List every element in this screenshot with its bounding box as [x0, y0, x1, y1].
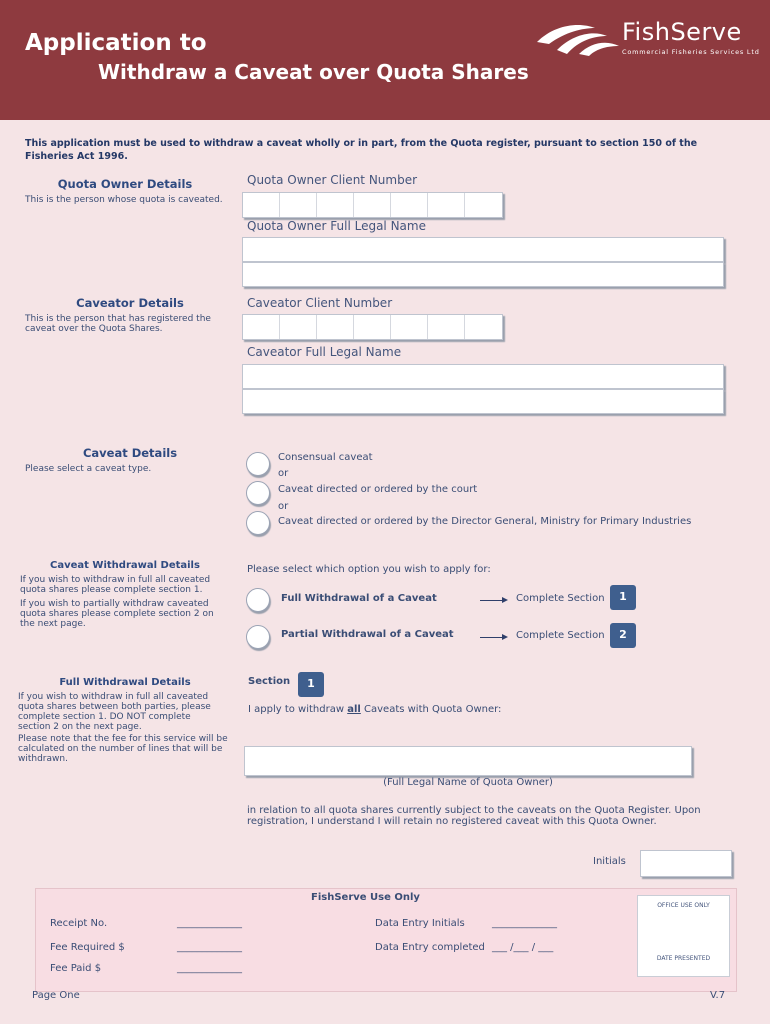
quota-owner-title: Quota Owner Details: [57, 177, 193, 191]
quota-owner-name-field-1[interactable]: [242, 237, 724, 262]
caveator-title: Caveator Details: [76, 296, 184, 310]
section-1-badge: 1: [610, 585, 636, 610]
partial-withdrawal-label: Partial Withdrawal of a Caveat: [281, 629, 454, 640]
date-presented-label: DATE PRESENTED: [656, 955, 711, 962]
version-label: V.7: [710, 990, 726, 1001]
initials-field[interactable]: [640, 850, 732, 877]
complete-section-label: Complete Section: [516, 630, 605, 641]
initials-label: Initials: [593, 856, 626, 867]
data-entry-completed-date: ___ /___ / ___: [492, 942, 554, 953]
arrow-right-icon: [480, 600, 506, 601]
office-use-panel: [35, 888, 737, 992]
declaration-text: in relation to all quota shares currently subject to the caveats on the Quota Register. Upon registration, I understand I will retain no registered caveat with this Quota Owner.: [247, 805, 701, 827]
court-caveat-label: Caveat directed or ordered by the court: [278, 484, 478, 495]
data-entry-initials-label: Data Entry Initials: [375, 918, 465, 929]
withdrawal-prompt: Please select which option you wish to apply for:: [247, 564, 491, 575]
withdraw-statement: I apply to withdraw all Caveats with Quota Owner:: [248, 704, 502, 715]
office-use-title: FishServe Use Only: [311, 892, 420, 903]
director-general-caveat-label: Caveat directed or ordered by the Director General, Ministry for Primary Industries: [278, 516, 692, 527]
fee-paid-blank: _____________: [177, 963, 242, 974]
quota-owner-name-field-2[interactable]: [242, 262, 724, 287]
consensual-caveat-radio[interactable]: [246, 452, 270, 476]
section-2-badge: 2: [610, 623, 636, 648]
page-title-line1: Application to: [25, 30, 207, 56]
data-entry-completed-label: Data Entry completed: [375, 942, 485, 953]
receipt-blank: _____________: [177, 918, 242, 929]
page-title-line2: Withdraw a Caveat over Quota Shares: [98, 60, 529, 84]
caveator-client-number-label: Caveator Client Number: [247, 296, 393, 310]
logo-name: FishServe: [622, 18, 742, 46]
consensual-caveat-label: Consensual caveat: [278, 452, 373, 463]
withdrawal-note-1: If you wish to withdraw in full all caveated quota shares please complete section 1.: [20, 575, 211, 595]
fish-logo-icon: [535, 20, 620, 56]
caveator-note: This is the person that has registered the caveat over the Quota Shares.: [25, 314, 211, 334]
director-general-caveat-radio[interactable]: [246, 511, 270, 535]
full-withdrawal-label: Full Withdrawal of a Caveat: [281, 593, 437, 604]
or-separator: or: [278, 501, 289, 512]
or-separator: or: [278, 468, 289, 479]
full-withdrawal-radio[interactable]: [246, 588, 270, 612]
logo-tagline: Commercial Fisheries Services Ltd: [622, 48, 760, 56]
intro-text: This application must be used to withdraw a caveat wholly or in part, from the Quota register, pursuant to section 150 of the Fisheries Act 1996.: [25, 138, 698, 162]
caveator-name-field-2[interactable]: [242, 389, 724, 414]
quota-owner-client-number-label: Quota Owner Client Number: [247, 173, 418, 187]
quota-owner-note: This is the person whose quota is caveated.: [25, 195, 223, 205]
full-withdrawal-note-2: Please note that the fee for this service will be calculated on the number of lines that will be withdrawn.: [18, 734, 228, 764]
section-label: Section: [248, 676, 291, 687]
full-name-caption: (Full Legal Name of Quota Owner): [383, 777, 553, 788]
full-withdrawal-note-1: If you wish to withdraw in full all caveated quota shares between both parties, please complete section 1. DO NOT complete section 2 on the next page.: [18, 692, 211, 732]
caveator-name-field-1[interactable]: [242, 364, 724, 389]
fee-required-label: Fee Required $: [50, 942, 125, 953]
complete-section-label: Complete Section: [516, 593, 605, 604]
quota-owner-full-name-input[interactable]: [244, 746, 692, 776]
receipt-label: Receipt No.: [50, 918, 108, 929]
office-use-only-label: OFFICE USE ONLY: [657, 902, 710, 909]
quota-owner-client-number-field[interactable]: [242, 192, 503, 218]
arrow-right-icon: [480, 637, 506, 638]
fee-required-blank: _____________: [177, 942, 242, 953]
fee-paid-label: Fee Paid $: [50, 963, 102, 974]
caveat-details-note: Please select a caveat type.: [25, 464, 152, 474]
section-number-badge: 1: [298, 672, 324, 697]
caveat-details-title: Caveat Details: [82, 446, 178, 460]
court-caveat-radio[interactable]: [246, 481, 270, 505]
data-entry-initials-blank: _____________: [492, 918, 557, 929]
page-number: Page One: [32, 990, 80, 1001]
withdrawal-details-title: Caveat Withdrawal Details: [50, 560, 200, 571]
withdrawal-note-2: If you wish to partially withdraw caveated quota shares please complete section 2 on the next page.: [20, 599, 214, 629]
caveator-full-name-label: Caveator Full Legal Name: [247, 345, 402, 359]
caveator-client-number-field[interactable]: [242, 314, 503, 340]
quota-owner-full-name-label: Quota Owner Full Legal Name: [247, 219, 426, 233]
partial-withdrawal-radio[interactable]: [246, 625, 270, 649]
full-withdrawal-details-title: Full Withdrawal Details: [59, 677, 191, 688]
